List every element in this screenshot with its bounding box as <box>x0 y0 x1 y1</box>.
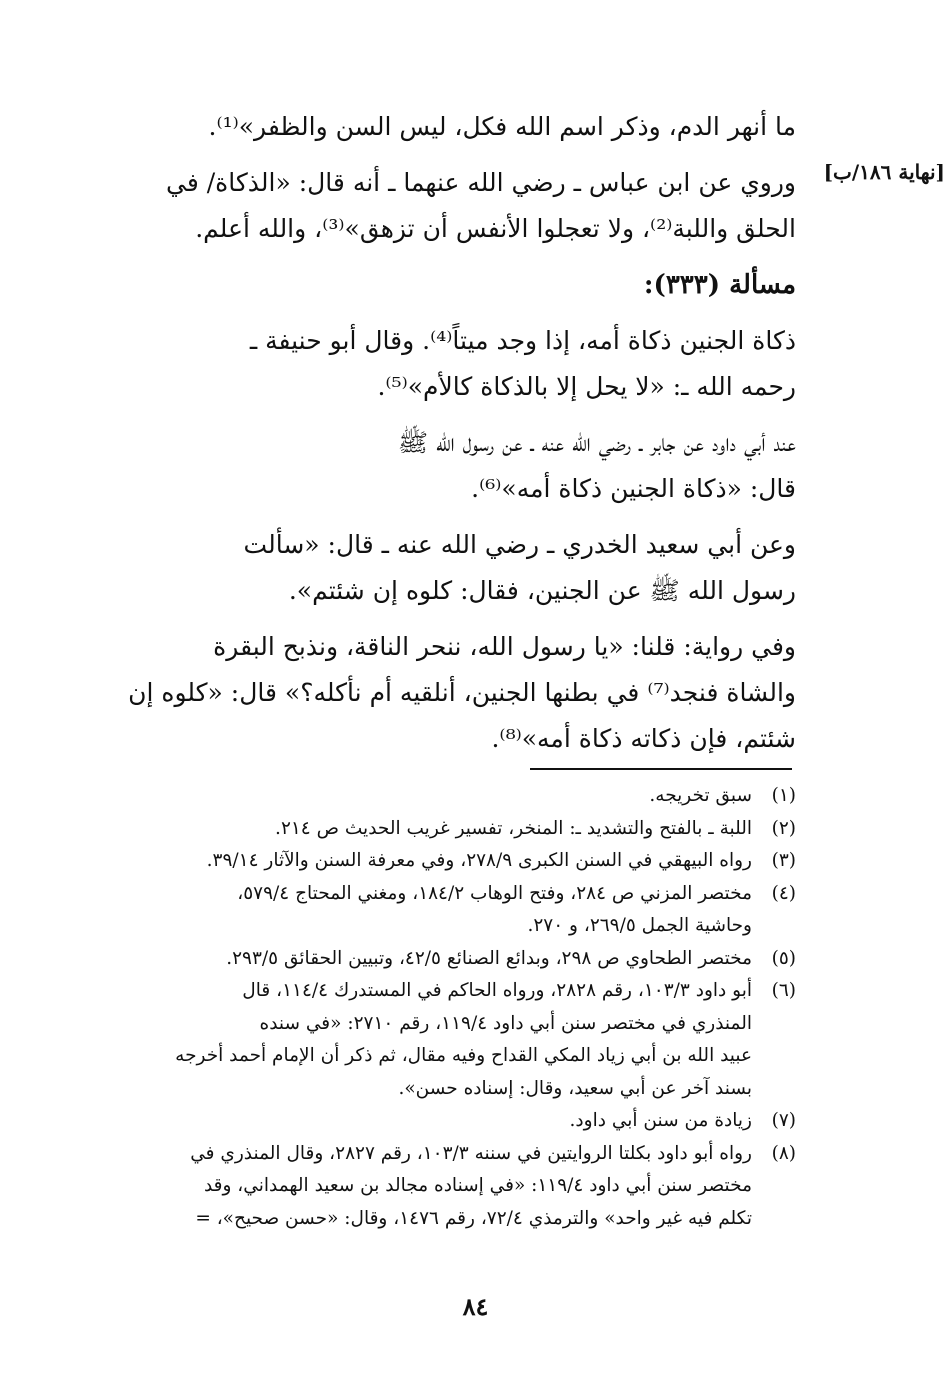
text-line: وعن أبي سعيد الخدري ـ رضي الله عنه ـ قال: «سألت <box>243 530 796 559</box>
footnotes <box>96 780 796 1235</box>
footnote-text: رواه أبو داود بكلتا الروايتين في سننه ١٠٣/٣، رقم ٢٨٢٧، وقال المنذري في <box>190 1142 752 1164</box>
footnote-number: (٤) <box>771 882 796 904</box>
footnote-number: (٦) <box>771 980 796 1001</box>
footnote-text: وحاشية الجمل ٢٦٩/٥، و ٢٧٠. <box>527 915 752 936</box>
text-line: عند أبي داود عن جابر ـ رضي الله عنه ـ عن رسول الله ﷺ <box>397 428 796 457</box>
text-line: والشاة فنجد⁽⁷⁾ في بطنها الجنين، أنلقيه أم نأكله؟» قال: «كلوه إن <box>128 678 796 707</box>
footnote-text: سبق تخريجه. <box>649 785 752 806</box>
text-line: الحلق واللبة⁽²⁾، ولا تعجلوا الأنفس أن تزهق»⁽³⁾، والله أعلم. <box>195 214 796 243</box>
text-line: وفي رواية: قلنا: «يا رسول الله، ننحر الناقة، ونذبح البقرة <box>213 632 796 661</box>
footnote-text: عبيد الله بن أبي زياد المكي القداح وفيه مقال، ثم ذكر أن الإمام أحمد أخرجه <box>175 1045 752 1066</box>
footnote-number: (٧) <box>771 1110 796 1131</box>
footnote-item <box>96 1138 796 1236</box>
footnote-item <box>96 943 796 976</box>
footnote-item <box>96 845 796 878</box>
footnote-item <box>96 813 796 846</box>
text-line: قال: «ذكاة الجنين ذكاة أمه»⁽⁶⁾. <box>471 474 796 503</box>
text-line: رحمه الله ـ: «لا يحل إلا بالذكاة كالأم»⁽⁵⁾. <box>377 372 796 401</box>
paragraph-6 <box>96 624 796 762</box>
paragraph-5 <box>96 522 796 614</box>
footnote-number: (١) <box>771 785 796 806</box>
footnote-text: مختصر المزني ص ٢٨٤، وفتح الوهاب ١٨٤/٢، ومغني المحتاج ٥٧٩/٤، <box>237 882 752 904</box>
footnote-divider <box>530 768 792 770</box>
footnote-text: اللبة ـ بالفتح والتشديد ـ: المنخر، تفسير غريب الحديث ص ٢١٤. <box>275 817 752 839</box>
footnote-number: (٢) <box>771 817 796 839</box>
footnote-text: رواه البيهقي في السنن الكبرى ٢٧٨/٩، وفي معرفة السنن والآثار ٣٩/١٤. <box>206 850 752 871</box>
footnote-text: زيادة من سنن أبي داود. <box>569 1110 752 1131</box>
footnote-number: (٣) <box>771 850 796 871</box>
section-heading: مسألة (٣٣٣): <box>643 270 796 300</box>
paragraph-2 <box>96 160 796 252</box>
text-line: وروي عن ابن عباس ـ رضي الله عنهما ـ أنه قال: «الذكاة/ في <box>166 168 796 197</box>
text-line: رسول الله ﷺ عن الجنين، فقال: كلوه إن شئتم». <box>288 576 796 605</box>
text-line: شئتم، فإن ذكاته ذكاة أمه»⁽⁸⁾. <box>491 724 796 753</box>
margin-note: [نهاية ١٨٦/ب] <box>823 160 945 184</box>
footnote-item <box>96 1105 796 1138</box>
footnote-text: مختصر سنن أبي داود ١١٩/٤: «في إسناده مجالد بن سعيد الهمداني، وقد <box>203 1175 752 1196</box>
footnote-text: المنذري في مختصر سنن أبي داود ١١٩/٤، رقم ٢٧١٠: «في سنده <box>259 1012 752 1034</box>
paragraph-3 <box>96 318 796 410</box>
paragraph-4 <box>96 420 796 512</box>
footnote-text: مختصر الطحاوي ص ٢٩٨، وبدائع الصنائع ٤٢/٥، وتبيين الحقائق ٢٩٣/٥. <box>226 947 752 969</box>
text-line: ذكاة الجنين ذكاة أمه، إذا وجد ميتاً⁽⁴⁾. وقال أبو حنيفة ـ <box>249 326 796 355</box>
footnote-number: (٥) <box>771 947 796 969</box>
footnote-item <box>96 780 796 813</box>
paragraph-1 <box>96 104 796 150</box>
footnote-text: أبو داود ١٠٣/٣، رقم ٢٨٢٨، ورواه الحاكم في المستدرك ١١٤/٤، قال <box>242 980 752 1001</box>
footnote-item <box>96 878 796 943</box>
footnote-number: (٨) <box>771 1142 796 1164</box>
footnote-text: بسند آخر عن أبي سعيد، وقال: إسناده حسن». <box>398 1077 752 1099</box>
main-text <box>96 104 796 772</box>
footnote-text: تكلم فيه غير واحد» والترمذي ٧٢/٤، رقم ١٤٧٦، وقال: «حسن صحيح»، = <box>195 1207 752 1229</box>
text-line: ما أنهر الدم، وذكر اسم الله فكل، ليس السن والظفر»⁽¹⁾. <box>208 112 796 141</box>
footnote-item <box>96 975 796 1105</box>
page-number: ٨٤ <box>462 1292 489 1321</box>
